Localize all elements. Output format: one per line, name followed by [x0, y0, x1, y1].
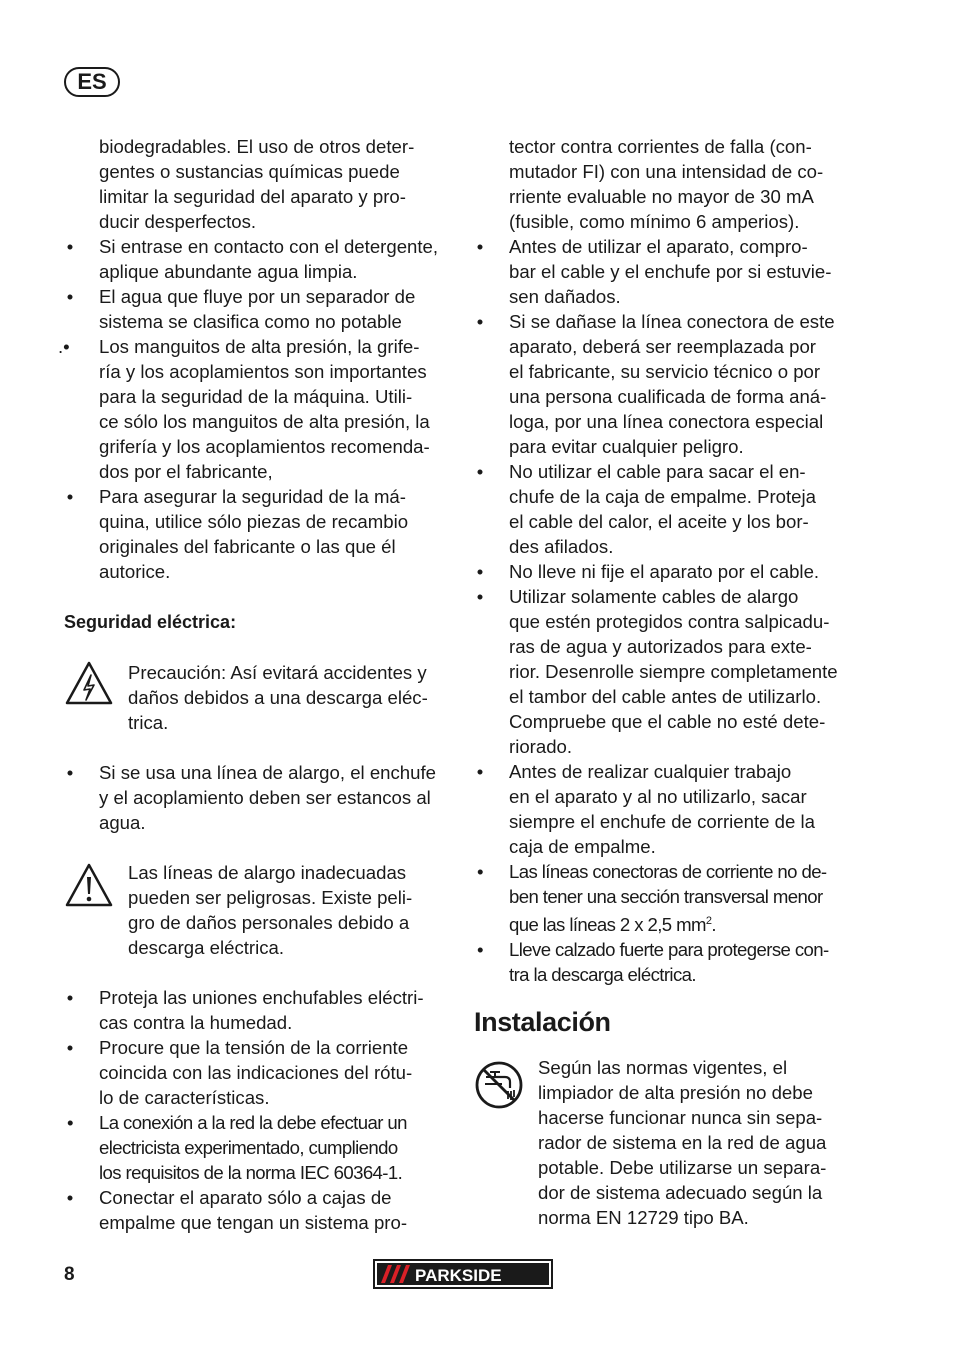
parkside-logo — [373, 1259, 553, 1289]
brand-name: PARKSIDE — [415, 1266, 502, 1285]
list-item — [474, 937, 866, 987]
bullet-marker: • — [66, 286, 74, 307]
exclamation-warning-triangle-icon — [64, 862, 114, 908]
list-item — [64, 1035, 454, 1110]
list-item — [474, 234, 866, 309]
electric-warning-triangle-icon — [64, 660, 114, 706]
installation-heading: Instalación — [474, 1007, 611, 1038]
language-badge: ES — [64, 67, 120, 97]
list-item-text: Lleve calzado fuerte para protegerse con- tra la descarga eléctrica. — [509, 939, 829, 986]
list-item — [64, 985, 454, 1035]
no-direct-connection-to-drinking-water-icon — [474, 1060, 524, 1110]
list-item — [474, 759, 866, 859]
installation-text: Según las normas vigentes, el limpiador de alta presión no debe hacerse funcionar nunca sin sepa- rador de sistema en la red de agua potable. Debe utilizarse un separa- dor de sistema adecuado según la norma EN 12729 tipo BA. — [538, 1057, 827, 1229]
right-column — [474, 134, 866, 1230]
bullet-marker: • — [477, 861, 483, 882]
list-item — [474, 559, 866, 584]
bullet-marker: • — [67, 1112, 73, 1133]
electric-safety-heading: Seguridad eléctrica: — [64, 612, 237, 632]
bullet-marker: • — [66, 987, 74, 1008]
list-item-suffix: . — [711, 914, 716, 936]
bullet-marker: • — [477, 939, 483, 961]
bullet-marker: • — [66, 1187, 74, 1208]
bullet-marker: • — [476, 311, 484, 332]
list-item-text: Procure que la tensión de la corriente coincida con las indicaciones del rótu- lo de características. — [99, 1037, 413, 1108]
list-item-text: Antes de utilizar el aparato, compro- bar el cable y el enchufe por si estuvie- sen dañados. — [509, 236, 832, 307]
list-item — [474, 859, 866, 937]
warning-text: Las líneas de alargo inadecuadas pueden ser peligrosas. Existe peli- gro de daños personales debido a descarga eléctrica. — [128, 862, 413, 958]
list-item-text: Proteja las uniones enchufables eléctri- cas contra la humedad. — [99, 987, 424, 1033]
extension-warning-notice — [64, 860, 454, 960]
electric-warning-notice — [64, 660, 454, 735]
list-item-text: Si se dañase la línea conectora de este aparato, deberá ser reemplazada por el fabricante, su servicio técnico o por una persona cualificada de forma aná- loga, por una línea conectora especial para evitar cualquier peligro. — [509, 311, 835, 457]
superscript: 2 — [705, 915, 712, 927]
left-column — [58, 134, 454, 1235]
list-item — [64, 1110, 454, 1185]
list-item-text: Antes de realizar cualquier trabajo en el aparato y al no utilizarlo, sacar siempre el enchufe de corriente de la caja de empalme. — [509, 761, 815, 857]
bullet-marker: • — [66, 762, 74, 783]
list-item-text: Si entrase en contacto con el detergente, aplique abundante agua limpia. — [99, 236, 439, 282]
list-item — [474, 459, 866, 559]
page-number: 8 — [64, 1264, 75, 1285]
bullet-list — [474, 234, 866, 987]
list-item-text: Conectar el aparato sólo a cajas de empalme que tengan un sistema pro- — [99, 1187, 408, 1233]
list-item-text: Utilizar solamente cables de alargo que estén protegidos contra salpicadu- ras de agua y autorizados para exte- rior. Desenrolle siempre completamente el tambor del cable antes de utilizarlo. Compruebe que el cable no esté dete- riorado. — [509, 586, 838, 757]
list-item — [64, 1185, 454, 1235]
bullet-marker: • — [476, 586, 484, 607]
continuation-text: biodegradables. El uso de otros deter- gentes o sustancias químicas puede limitar la seguridad del aparato y pro- ducir desperfectos. — [99, 136, 415, 232]
bullet-marker: • — [476, 561, 484, 582]
list-item-text: La conexión a la red la debe efectuar un electricista experimentado, cumpliendo los requisitos de la norma IEC 60364-1. — [99, 1112, 407, 1183]
continuation-text: tector contra corrientes de falla (con- mutador FI) con una intensidad de co- rriente evaluable no mayor de 30 mA (fusible, como mínimo 6 amperios). — [509, 136, 824, 232]
list-item-text: No lleve ni fije el aparato por el cable. — [509, 561, 820, 582]
list-item — [58, 334, 454, 484]
list-item-text: Las líneas conectoras de corriente no de- ben tener una sección transversal menor que las líneas 2 x 2,5 mm — [509, 861, 827, 936]
list-item-text: El agua que fluye por un separador de sistema se clasifica como no potable — [99, 286, 416, 332]
bullet-marker: • — [66, 236, 74, 257]
bullet-marker: • — [66, 1037, 74, 1058]
bullet-list-top — [58, 234, 454, 584]
bullet-marker: • — [476, 236, 484, 257]
bullet-marker: • — [66, 486, 74, 507]
list-item — [474, 584, 866, 759]
bullet-marker: .• — [58, 336, 70, 357]
list-item — [64, 234, 454, 284]
list-item-text: Si se usa una línea de alargo, el enchufe y el acoplamiento deben ser estancos al agua. — [99, 762, 436, 833]
list-item — [64, 760, 454, 835]
bullet-marker: • — [476, 461, 484, 482]
bullet-marker: • — [476, 761, 484, 782]
list-item-text: Para asegurar la seguridad de la má- quina, utilice sólo piezas de recambio originales del fabricante o las que él autorice. — [99, 486, 409, 582]
bullet-list-bottom — [64, 985, 454, 1235]
installation-notice — [474, 1055, 866, 1230]
list-item — [64, 284, 454, 334]
list-item — [474, 309, 866, 459]
list-item-text: Los manguitos de alta presión, la grife- ría y los acoplamientos son importantes para la seguridad de la máquina. Utili- ce sólo los manguitos de alta presión, la grifería y los acoplamientos recomenda- dos por el fabricante, — [99, 336, 430, 482]
list-item-text: No utilizar el cable para sacar el en- chufe de la caja de empalme. Proteja el cable del calor, el aceite y los bor- des afilados. — [509, 461, 816, 557]
list-item — [64, 484, 454, 584]
warning-text: Precaución: Así evitará accidentes y daños debidos a una descarga eléc- trica. — [128, 662, 428, 733]
